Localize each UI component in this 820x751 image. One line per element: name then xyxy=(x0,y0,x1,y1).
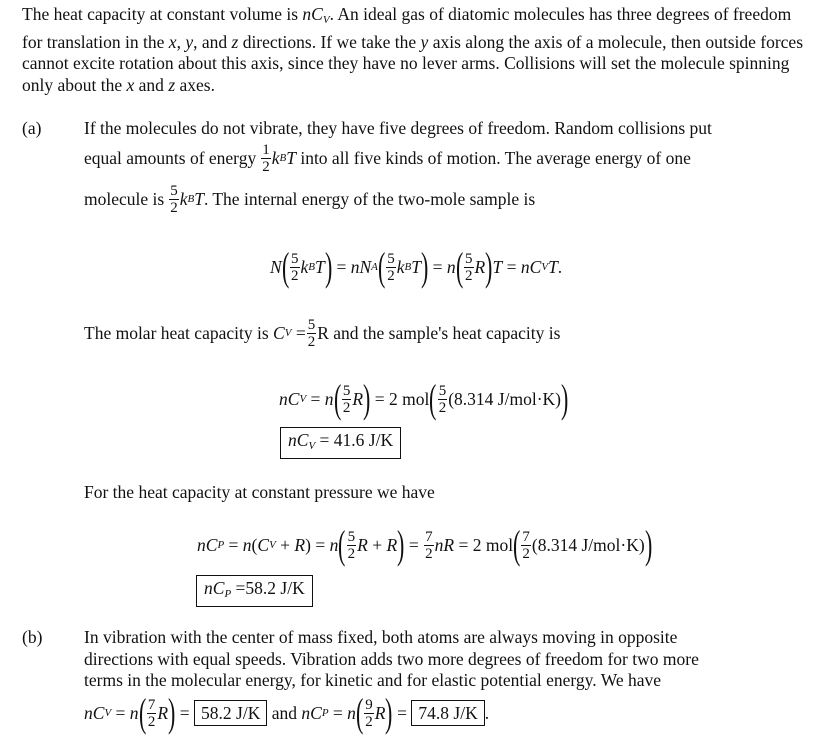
ncp-equation: nC P = n ( C V + R ) = n ( $\frac{5}{2}$ R + R ) = $\frac{7}{2}$ nR = 2 mol ( $\frac{7}{2}$ (8.314 J/mol·K) ) xyxy=(197,522,653,567)
symbol-z: z xyxy=(168,74,176,95)
symbol-z: z xyxy=(231,31,239,52)
symbol-y: y xyxy=(420,31,429,52)
part-a-text: The molar heat capacity is xyxy=(84,322,269,343)
intro-text: directions. If we take the xyxy=(238,31,421,52)
part-b-line1: In vibration with the center of mass fixed, both atoms are always moving in opposite xyxy=(84,627,678,647)
part-b-line2: directions with equal speeds. Vibration adds two more degrees of freedom for two more xyxy=(84,649,699,669)
symbol-x: x xyxy=(168,31,177,52)
intro-text: axes. xyxy=(175,74,215,95)
part-b-label: (b) xyxy=(22,627,43,647)
answer-box-b-cv: 58.2 J/K xyxy=(194,700,267,726)
intro-text: . An ideal gas of diatomic molecules has three degrees of freedom for translation in the xyxy=(22,4,792,52)
intro-text: The heat capacity at constant volume is xyxy=(22,4,303,24)
part-b-equation: nC V = n ( $\frac{7}{2}$ R ) = 58.2 J/K and nC P = n ( $\frac{9}{2}$ R ) = 74.8 J/K . xyxy=(84,690,490,735)
intro-text: and xyxy=(134,74,169,95)
fraction-one-half: $\frac{1}{2}$ xyxy=(262,141,270,175)
internal-energy-equation: N ( $\frac{5}{2}$ k B T ) = nN A ( $\frac{5}{2}$ k B T ) = n ( $\frac{5}{2}$ R ) T = nC V T . xyxy=(270,244,563,289)
part-a-text: equal amounts of energy xyxy=(84,147,257,168)
gas-constant: (8.314 J/mol·K) xyxy=(448,388,561,409)
symbol-nC: nC xyxy=(302,4,323,24)
fraction-five-halves: $\frac{5}{2}$ xyxy=(170,182,178,216)
symbol-x: x xyxy=(126,74,135,95)
answer-value: =58.2 J/K xyxy=(235,578,305,598)
answer-box-ncp: $nC_P =58.2$ J/K xyxy=(196,575,313,607)
intro-text: axis along the axis of a molecule, then outside forces cannot excite rotation about this axis, since they have no lever arms. Collisions will set the molecule spinning only about the xyxy=(22,31,804,95)
subscript-v: V xyxy=(322,14,330,26)
answer-box-ncv: $nC_V = 41.6$ J/K xyxy=(280,427,401,459)
cp-intro-text: For the heat capacity at constant pressure we have xyxy=(84,482,435,502)
part-a-line1: If the molecules do not vibrate, they have five degrees of freedom. Random collisions put xyxy=(84,118,712,138)
molar-heat-line: The molar heat capacity is C V = $\frac{5}{2}$ R and the sample's heat capacity is xyxy=(84,316,561,350)
symbol-y: y xyxy=(185,31,194,52)
answer-value: = 41.6 J/K xyxy=(319,430,394,450)
mol-unit: 2 mol xyxy=(389,388,430,409)
intro-text: , and xyxy=(193,31,232,52)
intro-paragraph xyxy=(22,4,812,96)
intro-text: , xyxy=(176,31,186,52)
ncv-equation: nC V = n ( $\frac{5}{2}$ R ) = 2 mol ( $\frac{5}{2}$ (8.314 J/mol·K) ) xyxy=(279,376,569,421)
part-a-text: molecule is xyxy=(84,188,165,209)
part-a-text: R and the sample's heat capacity is xyxy=(317,322,561,343)
answer-box-b-cp: 74.8 J/K xyxy=(411,700,484,726)
part-a-line3: molecule is $\frac{5}{2}$ k B T . The internal energy of the two-mole sample is xyxy=(84,182,536,216)
part-a-line2: equal amounts of energy $\frac{1}{2}$ k B T into all five kinds of motion. The average energy of one xyxy=(84,141,691,175)
part-a-text: . The internal energy of the two-mole sample is xyxy=(203,188,536,209)
part-a-text: into all five kinds of motion. The average energy of one xyxy=(300,147,691,168)
part-b-line3: terms in the molecular energy, for kinetic and for elastic potential energy. We have xyxy=(84,670,662,690)
and-text: and xyxy=(271,702,297,723)
part-a-label: (a) xyxy=(22,118,42,138)
